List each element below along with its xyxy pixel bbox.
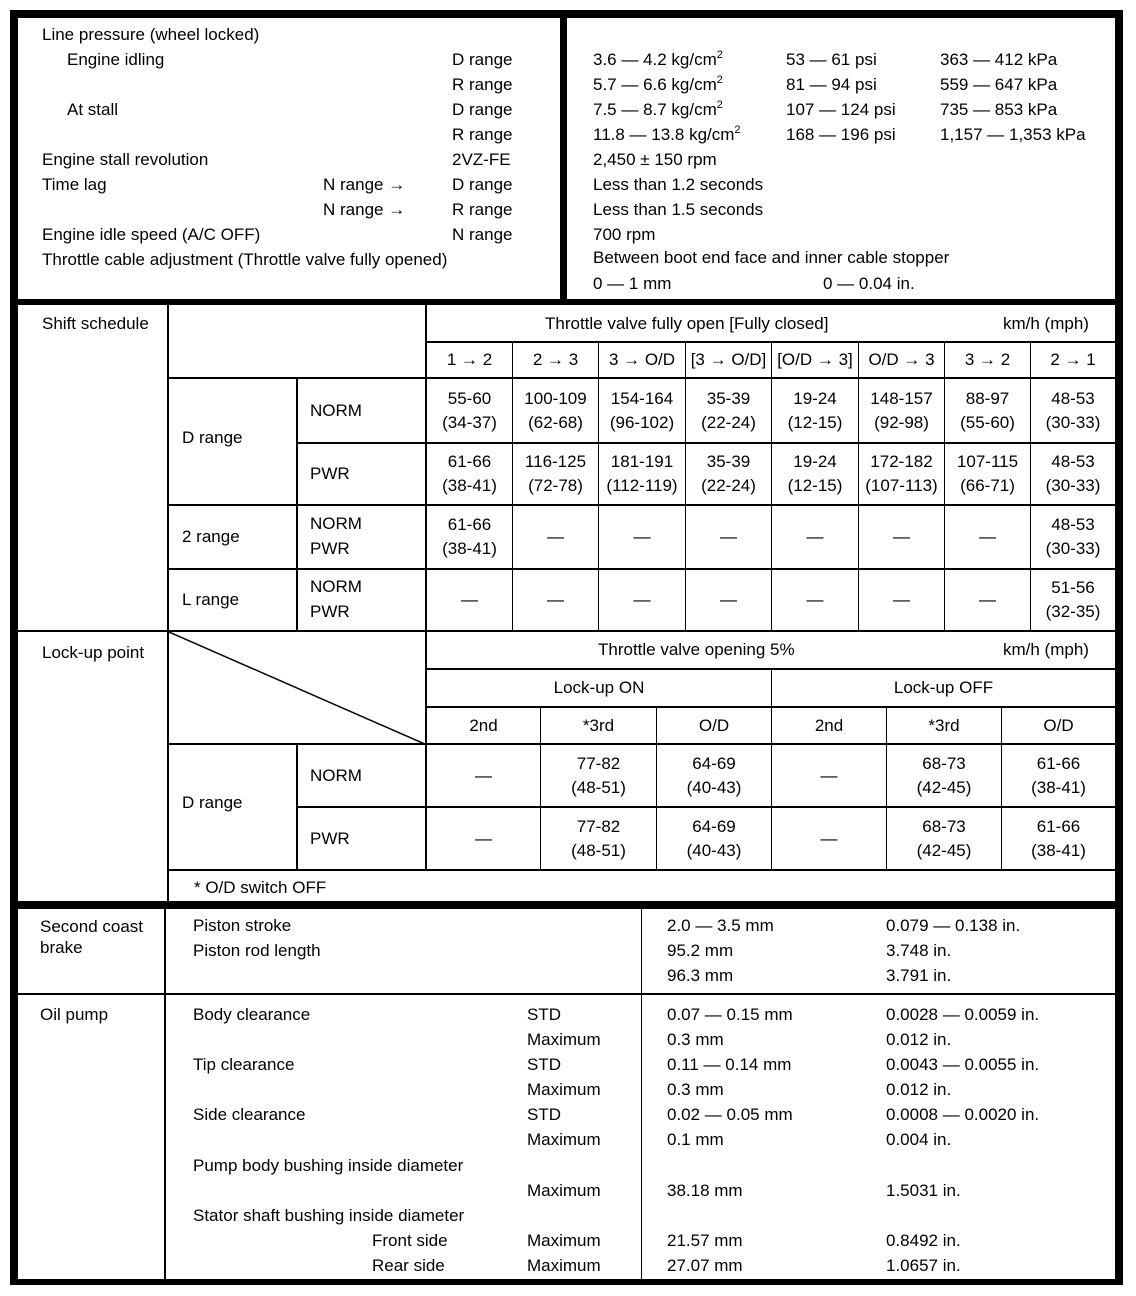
diagonal-divider [169, 632, 427, 745]
shift-cell [945, 506, 1030, 568]
lockup-mph: (38-41) [1031, 777, 1086, 797]
shift-2-norm-label: NORM [310, 514, 362, 533]
lockup-on-header: Lock-up ON [553, 678, 645, 697]
shift-col-header: [3 → O/D] [690, 350, 767, 369]
op-row-label: Body clearance [193, 1005, 311, 1024]
lp-range: R range [452, 75, 513, 94]
shift-col-header: 3 → O/D [608, 350, 676, 369]
oil-pump-label: Oil pump [40, 1005, 109, 1024]
shift-cell [427, 506, 512, 568]
op-type: Maximum [527, 1030, 601, 1049]
shift-cell [859, 570, 944, 630]
bushing-mm: 38.18 mm [667, 1181, 743, 1200]
op-in: 0.0028 — 0.0059 in. [886, 1005, 1040, 1024]
shift-2-pwr-label: PWR [310, 539, 350, 558]
shift-cell [772, 506, 858, 568]
shift-pwr-label: PWR [310, 464, 350, 483]
shift-cell [772, 444, 858, 504]
op-type: STD [527, 1005, 561, 1024]
op-type: STD [527, 1055, 561, 1074]
shift-kmh: 116-125 [524, 452, 587, 471]
shift-kmh: 181-191 [610, 452, 674, 471]
op-mm: 0.1 mm [667, 1130, 724, 1149]
shift-mph: (112-119) [606, 476, 678, 495]
shift-cell [513, 570, 598, 630]
shift-kmh: — [893, 527, 910, 546]
shift-kmh: — [633, 527, 651, 546]
lockup-mph: (42-45) [916, 840, 972, 860]
op-mm: 0.07 — 0.15 mm [667, 1005, 793, 1024]
shift-kmh: 35-39 [706, 388, 751, 408]
lockup-header: Throttle valve opening 5% [598, 640, 795, 659]
shift-cell [1031, 379, 1115, 442]
stator-side: Rear side [372, 1256, 445, 1275]
lockup-cell [657, 808, 771, 869]
shift-kmh: 48-53 [1051, 515, 1095, 534]
shift-kmh: 148-157 [870, 388, 933, 408]
shift-kmh: 19-24 [793, 452, 837, 471]
shift-mph: (55-60) [960, 412, 1015, 432]
lockup-kmh: — [475, 828, 492, 848]
shift-l-pwr-label: PWR [310, 602, 350, 621]
lockup-cell [427, 808, 540, 869]
shift-mph: (12-15) [787, 476, 843, 495]
shift-mph: (30-33) [1045, 476, 1101, 495]
op-mm: 0.3 mm [667, 1080, 724, 1099]
lockup-col-header: *3rd [582, 715, 615, 735]
shift-mph: (32-35) [1045, 602, 1101, 621]
lp-psi-value: 107 — 124 psi [786, 100, 896, 119]
sc-in: 3.791 in. [886, 966, 952, 985]
piston-rod-label: Piston rod length [193, 941, 321, 960]
stator-mm: 27.07 mm [667, 1256, 743, 1275]
shift-cell [859, 506, 944, 568]
shift-kmh: 19-24 [793, 388, 837, 408]
lockup-d-range-label: D range [182, 793, 243, 812]
lockup-unit: km/h (mph) [1003, 640, 1089, 659]
piston-stroke-label: Piston stroke [193, 916, 292, 935]
lockup-mph: (40-43) [686, 840, 742, 860]
engine-idling-label: Engine idling [67, 50, 165, 69]
sc-mm: 95.2 mm [667, 941, 734, 960]
shift-cell [513, 379, 598, 442]
lockup-label: Lock-up point [42, 643, 145, 662]
op-in: 0.004 in. [886, 1130, 952, 1149]
shift-cell [859, 379, 944, 442]
lockup-kmh: 68-73 [922, 816, 966, 836]
shift-mph: (92-98) [874, 412, 929, 432]
lockup-cell [541, 808, 656, 869]
lockup-cell [1002, 808, 1115, 869]
op-mm: 0.11 — 0.14 mm [667, 1055, 792, 1074]
shift-col-header: [O/D → 3] [777, 350, 853, 369]
idle-speed-label: Engine idle speed (A/C OFF) [42, 225, 261, 244]
shift-kmh: — [806, 527, 824, 546]
lockup-cell [427, 745, 540, 806]
shift-kmh: 100-109 [524, 388, 587, 408]
shift-cell [513, 444, 598, 504]
shift-kmh: — [806, 590, 824, 609]
op-in: 0.0008 — 0.0020 in. [886, 1105, 1040, 1124]
lockup-mph: (48-51) [571, 840, 626, 860]
op-row-label: Side clearance [193, 1105, 306, 1124]
op-mm: 0.3 mm [667, 1030, 724, 1049]
time-lag-from: N range → [323, 175, 406, 194]
shift-cell [427, 444, 512, 504]
sc-mm: 96.3 mm [667, 966, 734, 985]
stator-title: Stator shaft bushing inside diameter [193, 1206, 465, 1225]
stator-in: 1.0657 in. [886, 1256, 961, 1275]
lockup-cell [657, 745, 771, 806]
shift-kmh: — [720, 527, 737, 546]
shift-mph: (72-78) [528, 476, 583, 495]
lockup-cell [887, 808, 1001, 869]
lockup-kmh: 77-82 [576, 753, 621, 773]
shift-kmh: 61-66 [447, 515, 492, 534]
lp-range: D range [452, 50, 513, 69]
line-pressure-title: Line pressure (wheel locked) [42, 25, 260, 44]
lockup-col-header: O/D [1043, 715, 1074, 735]
shift-cell [427, 379, 512, 442]
bushing-title: Pump body bushing inside diameter [193, 1156, 464, 1175]
shift-schedule-label: Shift schedule [42, 314, 149, 333]
lockup-mph: (48-51) [571, 777, 626, 797]
shift-d-range-label: D range [182, 428, 243, 447]
shift-cell [599, 444, 685, 504]
shift-mph: (34-37) [442, 412, 497, 432]
shift-kmh: — [547, 590, 564, 609]
time-lag-value: Less than 1.2 seconds [593, 175, 764, 194]
shift-cell [686, 506, 771, 568]
stall-rev-model: 2VZ-FE [452, 150, 511, 169]
sc-in: 0.079 — 0.138 in. [886, 916, 1021, 935]
shift-cell [686, 444, 771, 504]
shift-2-range-label: 2 range [182, 527, 240, 546]
lp-kpa-value: 735 — 853 kPa [940, 100, 1058, 119]
throttle-cable-value: Between boot end face and inner cable stopper [593, 248, 950, 267]
lockup-note: * O/D switch OFF [194, 878, 327, 897]
time-lag-to: R range [452, 200, 513, 219]
shift-kmh: 35-39 [706, 452, 751, 471]
shift-mph: (66-71) [960, 476, 1015, 495]
shift-kmh: 48-53 [1051, 452, 1095, 471]
shift-mph: (62-68) [528, 412, 583, 432]
shift-cell [686, 379, 771, 442]
lp-kg-value: 3.6 — 4.2 $kg/cm^2$ [593, 49, 723, 69]
op-row-label: Tip clearance [193, 1055, 295, 1074]
shift-cell [1031, 444, 1115, 504]
lockup-col-header: *3rd [928, 715, 960, 735]
shift-kmh: 172-182 [870, 452, 933, 471]
shift-cell [599, 570, 685, 630]
throttle-cable-mm: 0 — 1 mm [593, 274, 672, 293]
stator-side: Front side [372, 1231, 448, 1250]
shift-cell [599, 379, 685, 442]
shift-kmh: — [720, 590, 737, 609]
shift-mph: (22-24) [701, 476, 756, 495]
lp-range: R range [452, 125, 513, 144]
idle-speed-range: N range [452, 225, 513, 244]
shift-kmh: 88-97 [965, 388, 1010, 408]
lockup-kmh: 68-73 [922, 753, 966, 773]
shift-mph: (96-102) [609, 412, 675, 432]
op-in: 0.0043 — 0.0055 in. [886, 1055, 1040, 1074]
shift-cell [599, 506, 685, 568]
lockup-col-header: 2nd [469, 715, 498, 735]
lockup-off-header: Lock-up OFF [893, 678, 994, 697]
shift-cell [772, 379, 858, 442]
second-coast-label: Second coast brake [40, 917, 144, 957]
shift-kmh: — [461, 590, 478, 609]
op-type: STD [527, 1105, 561, 1124]
shift-unit: km/h (mph) [1003, 314, 1089, 333]
lp-psi-value: 168 — 196 psi [786, 125, 896, 144]
op-in: 0.012 in. [886, 1030, 952, 1049]
shift-l-range-label: L range [182, 590, 240, 609]
shift-kmh: 61-66 [447, 452, 492, 471]
stall-rev-label: Engine stall revolution [42, 150, 209, 169]
lockup-mph: (40-43) [686, 777, 742, 797]
idle-speed-value: 700 rpm [593, 225, 656, 244]
lockup-pwr-label: PWR [310, 829, 350, 848]
shift-kmh: — [979, 527, 996, 546]
stator-mm: 21.57 mm [667, 1231, 743, 1250]
lockup-kmh: 61-66 [1036, 816, 1081, 836]
shift-norm-label: NORM [310, 401, 362, 420]
shift-mph: (38-41) [442, 476, 497, 495]
shift-cell [686, 570, 771, 630]
shift-kmh: 154-164 [610, 388, 674, 408]
op-mm: 0.02 — 0.05 mm [667, 1105, 793, 1124]
lockup-cell [772, 745, 886, 806]
lockup-cell [1002, 745, 1115, 806]
lockup-kmh: 64-69 [692, 816, 736, 836]
op-type: Maximum [527, 1080, 601, 1099]
lockup-mph: (38-41) [1031, 840, 1086, 860]
lp-kg-value: 5.7 — 6.6 $kg/cm^2$ [593, 74, 723, 94]
lockup-cell [772, 808, 886, 869]
shift-cell [945, 379, 1030, 442]
stator-type: Maximum [527, 1231, 601, 1250]
lp-kpa-value: 559 — 647 kPa [940, 75, 1058, 94]
stator-in: 0.8492 in. [886, 1231, 961, 1250]
throttle-cable-label: Throttle cable adjustment (Throttle valve fully opened) [42, 250, 448, 269]
shift-mph: (38-41) [442, 539, 497, 558]
shift-mph: (30-33) [1045, 412, 1101, 432]
lp-kpa-value: 1,157 — 1,353 kPa [940, 125, 1086, 144]
shift-mph: (30-33) [1045, 539, 1101, 558]
time-lag-from: N range → [323, 200, 406, 219]
lockup-cell [541, 745, 656, 806]
lockup-cell [887, 745, 1001, 806]
shift-cell [427, 570, 512, 630]
lockup-kmh: 77-82 [576, 816, 621, 836]
stall-rev-value: 2,450 ± 150 rpm [593, 150, 717, 169]
lockup-col-header: 2nd [814, 715, 844, 735]
shift-col-header: 1 → 2 [446, 350, 493, 369]
lockup-kmh: — [820, 765, 838, 785]
shift-kmh: 51-56 [1051, 578, 1095, 597]
shift-kmh: 107-115 [956, 452, 1019, 471]
shift-kmh: — [547, 527, 564, 546]
lockup-kmh: — [475, 765, 492, 785]
shift-l-norm-label: NORM [310, 577, 362, 596]
time-lag-value: Less than 1.5 seconds [593, 200, 764, 219]
shift-kmh: 48-53 [1051, 388, 1095, 408]
shift-header: Throttle valve fully open [Fully closed] [545, 314, 829, 333]
shift-mph: (12-15) [787, 412, 843, 432]
lp-psi-value: 53 — 61 psi [786, 50, 877, 69]
shift-kmh: — [633, 590, 651, 609]
shift-cell [1031, 506, 1115, 568]
shift-cell [859, 444, 944, 504]
bushing-type: Maximum [527, 1181, 601, 1200]
at-stall-label: At stall [67, 100, 119, 119]
shift-cell [772, 570, 858, 630]
op-type: Maximum [527, 1130, 601, 1149]
op-in: 0.012 in. [886, 1080, 952, 1099]
lp-kg-value: 7.5 — 8.7 $kg/cm^2$ [593, 99, 723, 119]
lockup-mph: (42-45) [916, 777, 972, 797]
shift-mph: (22-24) [701, 412, 756, 432]
throttle-cable-in: 0 — 0.04 in. [823, 274, 915, 293]
shift-cell [945, 444, 1030, 504]
shift-col-header: O/D → 3 [868, 350, 935, 369]
shift-mph: (107-113) [865, 476, 938, 495]
stator-type: Maximum [527, 1256, 601, 1275]
lockup-kmh: 61-66 [1036, 753, 1081, 773]
sc-in: 3.748 in. [886, 941, 952, 960]
shift-col-header: 2 → 1 [1050, 350, 1096, 369]
shift-kmh: 55-60 [447, 388, 492, 408]
shift-kmh: — [979, 590, 996, 609]
bushing-in: 1.5031 in. [886, 1181, 961, 1200]
shift-cell [1031, 570, 1115, 630]
lp-kg-value: 11.8 — 13.8 $kg/cm^2$ [593, 124, 741, 144]
lp-psi-value: 81 — 94 psi [786, 75, 877, 94]
lockup-col-header: O/D [698, 715, 730, 735]
lp-kpa-value: 363 — 412 kPa [940, 50, 1058, 69]
shift-cell [945, 570, 1030, 630]
lockup-kmh: — [820, 828, 838, 848]
time-lag-to: D range [452, 175, 513, 194]
shift-cell [513, 506, 598, 568]
lp-range: D range [452, 100, 513, 119]
time-lag-label: Time lag [42, 175, 107, 194]
shift-col-header: 3 → 2 [964, 350, 1011, 369]
shift-kmh: — [893, 590, 910, 609]
lockup-kmh: 64-69 [692, 753, 736, 773]
sc-mm: 2.0 — 3.5 mm [667, 916, 774, 935]
lockup-norm-label: NORM [310, 766, 362, 785]
shift-col-header: 2 → 3 [532, 350, 579, 369]
